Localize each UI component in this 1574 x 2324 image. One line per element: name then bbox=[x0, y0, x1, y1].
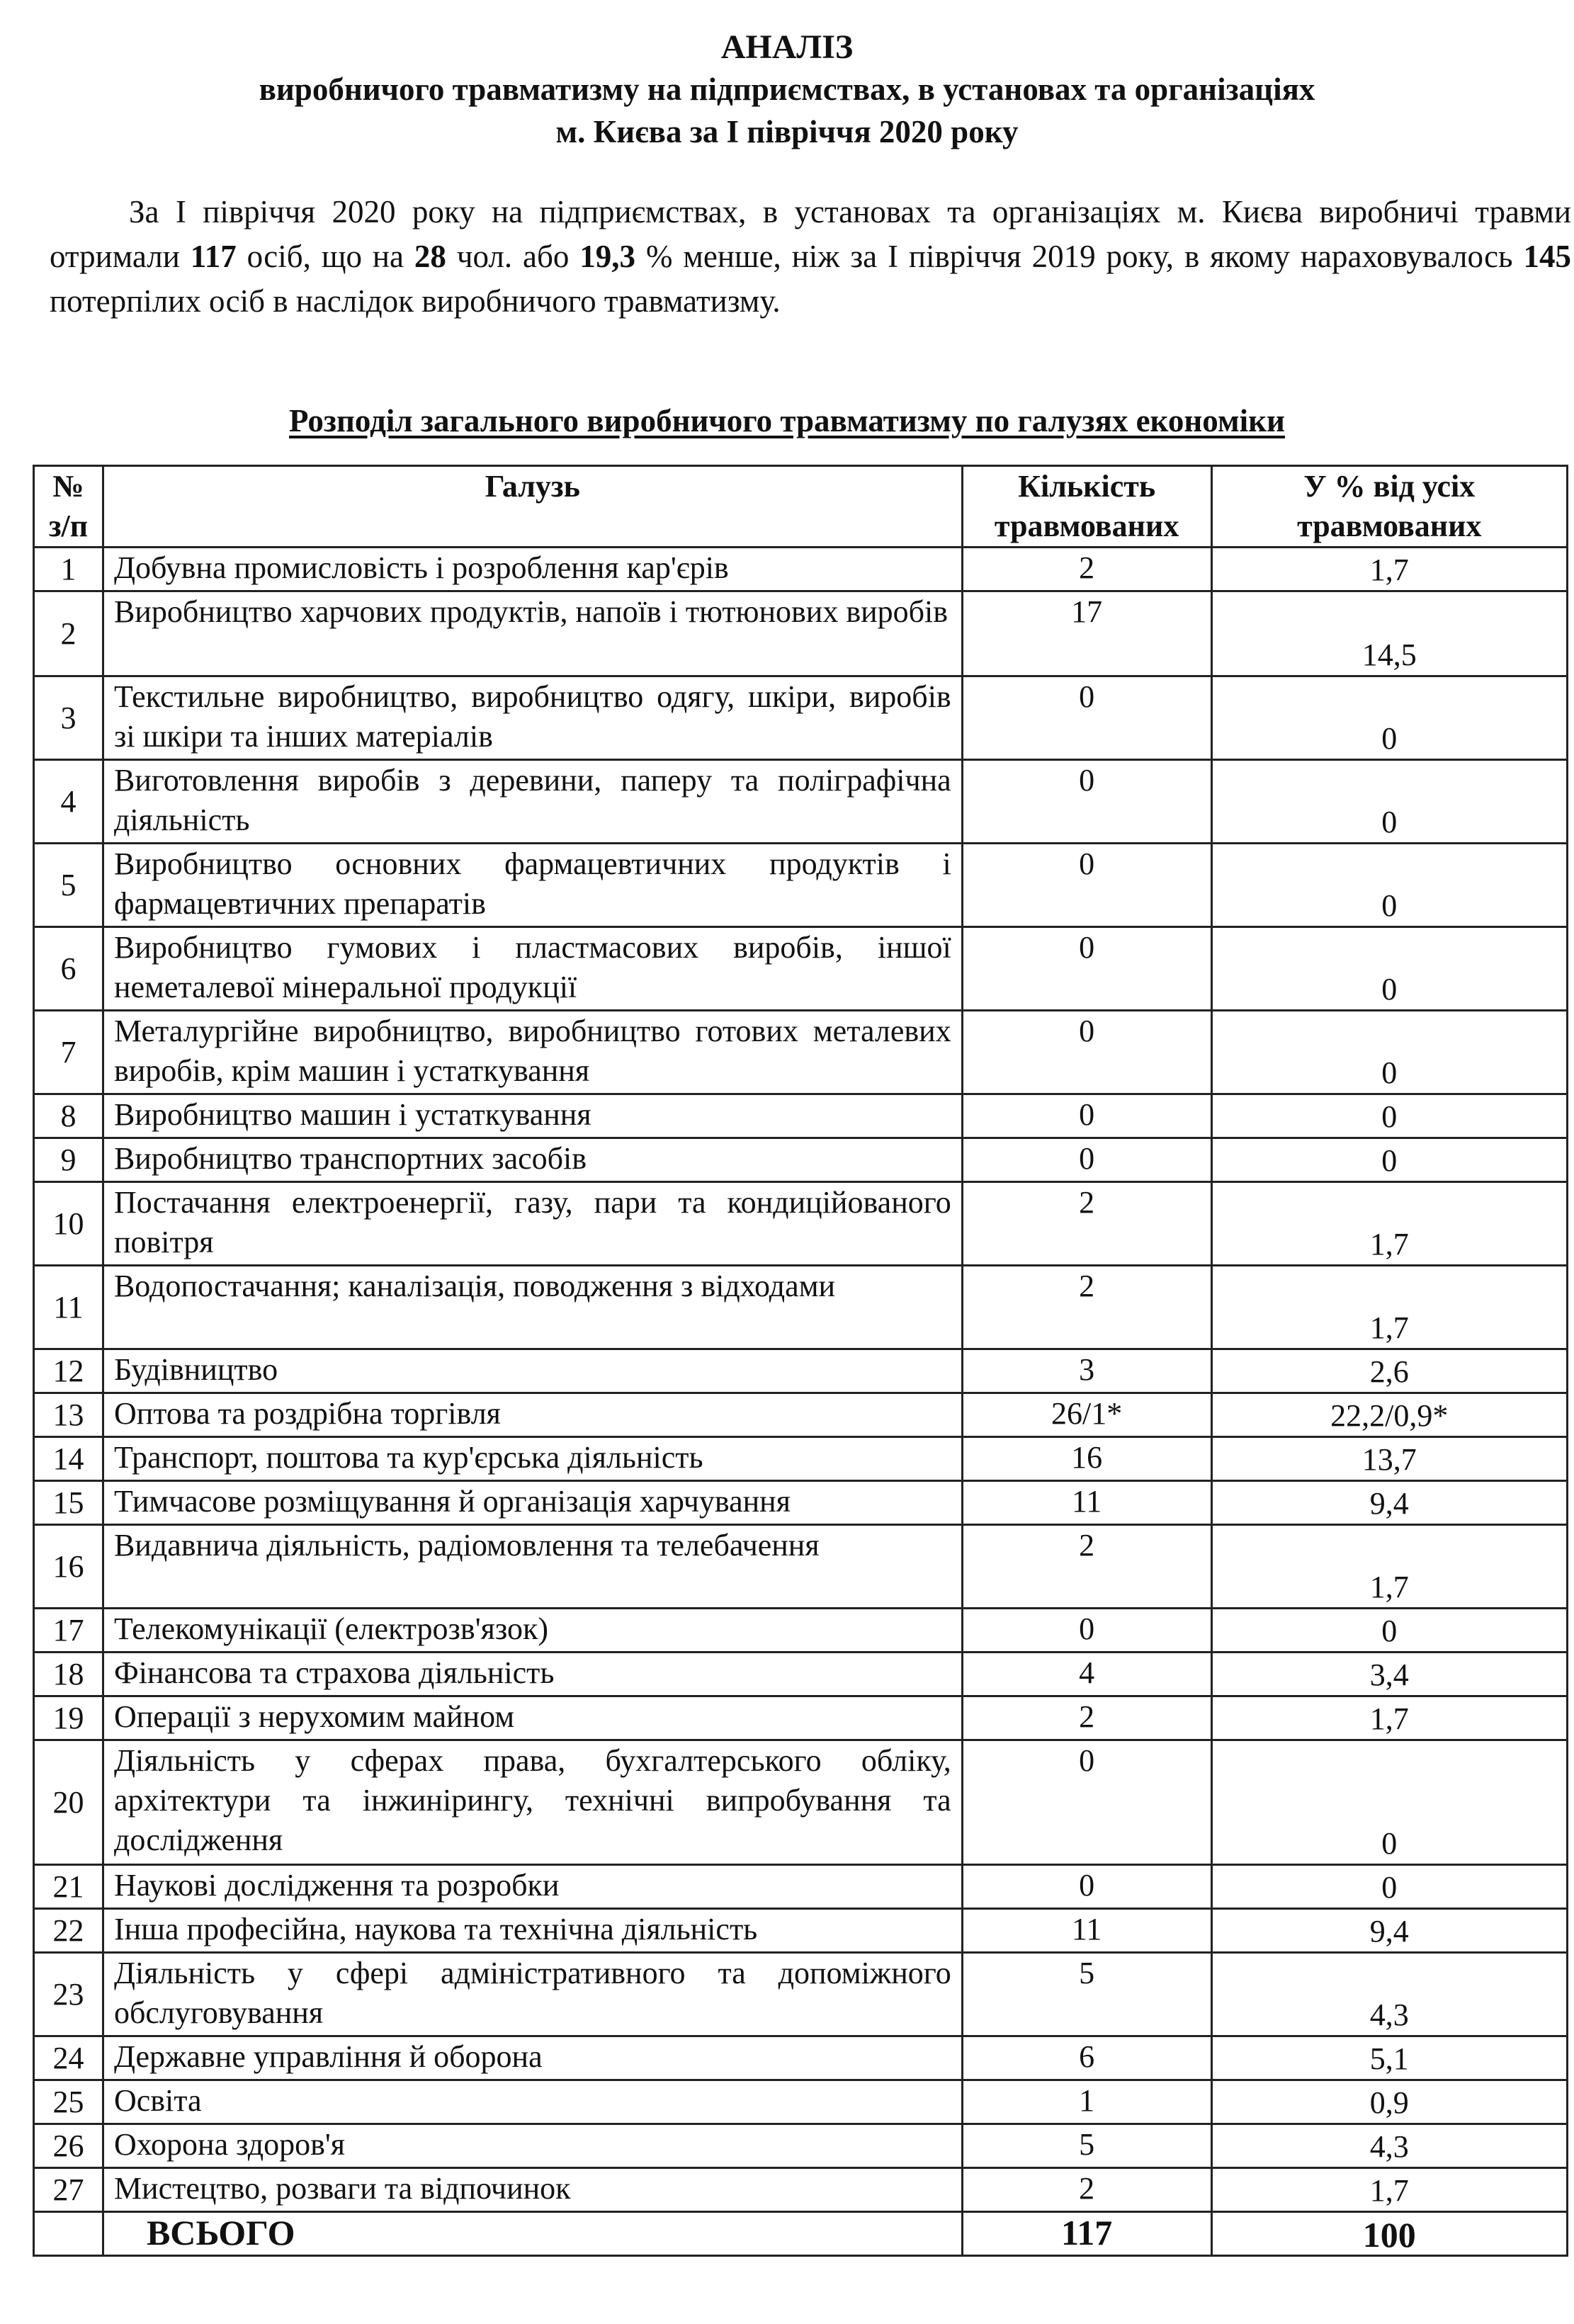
row-number: 27 bbox=[34, 2168, 103, 2212]
row-number: 15 bbox=[34, 1481, 103, 1525]
injured-count: 0 bbox=[962, 1865, 1211, 1909]
intro-text-2: осіб, що на bbox=[236, 239, 414, 274]
injured-percent: 0 bbox=[1211, 1740, 1567, 1865]
table-row bbox=[34, 1182, 1568, 1266]
table-row bbox=[34, 2124, 1568, 2168]
document-title: АНАЛІЗ bbox=[720, 28, 854, 66]
injured-count: 0 bbox=[962, 1740, 1211, 1865]
industry-name: Виготовлення виробів з деревини, паперу та поліграфічна діяльність bbox=[103, 760, 962, 844]
industry-name: Освіта bbox=[103, 2080, 962, 2124]
diff-percent-value: 19,3 bbox=[579, 239, 636, 274]
table-row bbox=[34, 548, 1568, 591]
row-number: 14 bbox=[34, 1437, 103, 1481]
row-number: 3 bbox=[34, 676, 103, 760]
injured-percent: 1,7 bbox=[1211, 1696, 1567, 1740]
injured-count: 4 bbox=[962, 1653, 1211, 1696]
injured-percent: 0 bbox=[1211, 760, 1567, 844]
table-total-row bbox=[34, 2212, 1568, 2256]
header-industry: Галузь bbox=[103, 466, 962, 548]
table-row bbox=[34, 1909, 1568, 1953]
intro-text-5: потерпілих осіб в наслідок виробничого травматизму. bbox=[50, 283, 781, 319]
injured-percent: 0 bbox=[1211, 676, 1567, 760]
table-body bbox=[34, 548, 1568, 2212]
injured-count: 1 bbox=[962, 2080, 1211, 2124]
injured-count: 0 bbox=[962, 760, 1211, 844]
intro-text-1: За І півріччя 2020 року на підприємствах, в установах та організаціях м. Києва виробничі травми отримали bbox=[50, 194, 1571, 274]
injured-percent: 2,6 bbox=[1211, 1349, 1567, 1393]
injured-count: 0 bbox=[962, 1138, 1211, 1182]
injured-percent: 5,1 bbox=[1211, 2036, 1567, 2080]
industry-name: Охорона здоров'я bbox=[103, 2124, 962, 2168]
injured-percent: 1,7 bbox=[1211, 1182, 1567, 1266]
row-number: 11 bbox=[34, 1266, 103, 1349]
table-row bbox=[34, 1138, 1568, 1182]
injured-percent: 4,3 bbox=[1211, 2124, 1567, 2168]
table-row bbox=[34, 2080, 1568, 2124]
industry-name: Виробництво машин і устаткування bbox=[103, 1094, 962, 1138]
industry-name: Текстильне виробництво, виробництво одягу, шкіри, виробів зі шкіри та інших матеріалів bbox=[103, 676, 962, 760]
injured-percent: 14,5 bbox=[1211, 591, 1567, 676]
row-number: 1 bbox=[34, 548, 103, 591]
injured-count: 0 bbox=[962, 844, 1211, 927]
industry-name: Інша професійна, наукова та технічна діяльність bbox=[103, 1909, 962, 1953]
industry-name: Будівництво bbox=[103, 1349, 962, 1393]
injured-percent: 9,4 bbox=[1211, 1481, 1567, 1525]
row-number: 7 bbox=[34, 1011, 103, 1094]
industry-name: Металургійне виробництво, виробництво готових металевих виробів, крім машин і устаткування bbox=[103, 1011, 962, 1094]
row-number: 2 bbox=[34, 591, 103, 676]
table-row bbox=[34, 2168, 1568, 2212]
row-number: 17 bbox=[34, 1609, 103, 1653]
table-row bbox=[34, 1609, 1568, 1653]
row-number: 24 bbox=[34, 2036, 103, 2080]
diff-persons-value: 28 bbox=[414, 239, 446, 274]
injured-percent: 0 bbox=[1211, 1138, 1567, 1182]
injured-percent: 1,7 bbox=[1211, 2168, 1567, 2212]
industry-name: Постачання електроенергії, газу, пари та кондиційованого повітря bbox=[103, 1182, 962, 1266]
industry-name: Виробництво гумових і пластмасових виробів, іншої неметалевої мінеральної продукції bbox=[103, 927, 962, 1011]
injured-percent: 0,9 bbox=[1211, 2080, 1567, 2124]
table-row bbox=[34, 1481, 1568, 1525]
row-number: 16 bbox=[34, 1525, 103, 1609]
injured-percent: 1,7 bbox=[1211, 548, 1567, 591]
industry-name: Мистецтво, розваги та відпочинок bbox=[103, 2168, 962, 2212]
intro-text-4: % менше, ніж за І півріччя 2019 року, в якому нараховувалось bbox=[635, 239, 1524, 274]
table-header-row bbox=[34, 466, 1568, 548]
injured-percent: 0 bbox=[1211, 844, 1567, 927]
table-row bbox=[34, 1349, 1568, 1393]
injured-percent: 0 bbox=[1211, 1609, 1567, 1653]
industry-name: Видавнича діяльність, радіомовлення та телебачення bbox=[103, 1525, 962, 1609]
industry-name: Операції з нерухомим майном bbox=[103, 1696, 962, 1740]
injured-count: 0 bbox=[962, 1011, 1211, 1094]
injuries-by-industry-table bbox=[33, 465, 1568, 2257]
injured-count: 2 bbox=[962, 548, 1211, 591]
industry-name: Тимчасове розміщування й організація харчування bbox=[103, 1481, 962, 1525]
header-num: № з/п bbox=[34, 466, 103, 548]
row-number: 9 bbox=[34, 1138, 103, 1182]
table-row bbox=[34, 676, 1568, 760]
row-number: 12 bbox=[34, 1349, 103, 1393]
injured-percent: 3,4 bbox=[1211, 1653, 1567, 1696]
injured-percent: 22,2/0,9* bbox=[1211, 1393, 1567, 1437]
table-row bbox=[34, 927, 1568, 1011]
table-row bbox=[34, 1525, 1568, 1609]
industry-name: Виробництво основних фармацевтичних продуктів і фармацевтичних препаратів bbox=[103, 844, 962, 927]
industry-name: Фінансова та страхова діяльність bbox=[103, 1653, 962, 1696]
injured-count: 0 bbox=[962, 1609, 1211, 1653]
injured-percent: 9,4 bbox=[1211, 1909, 1567, 1953]
injured-2019-value: 145 bbox=[1523, 239, 1571, 274]
injured-count: 11 bbox=[962, 1909, 1211, 1953]
injured-percent: 13,7 bbox=[1211, 1437, 1567, 1481]
table-row bbox=[34, 1094, 1568, 1138]
injured-count: 0 bbox=[962, 1094, 1211, 1138]
table-row bbox=[34, 1011, 1568, 1094]
injured-count: 2 bbox=[962, 1525, 1211, 1609]
table-row bbox=[34, 1953, 1568, 2036]
injured-percent: 1,7 bbox=[1211, 1525, 1567, 1609]
injured-percent: 0 bbox=[1211, 927, 1567, 1011]
table-row bbox=[34, 591, 1568, 676]
injured-count: 11 bbox=[962, 1481, 1211, 1525]
row-number: 8 bbox=[34, 1094, 103, 1138]
document-header bbox=[0, 27, 1574, 153]
injured-count: 2 bbox=[962, 2168, 1211, 2212]
section-title: Розподіл загального виробничого травматизму по галузях економіки bbox=[289, 403, 1285, 438]
table-row bbox=[34, 1393, 1568, 1437]
injured-count: 0 bbox=[962, 676, 1211, 760]
document-subtitle-line2: м. Києва за І півріччя 2020 року bbox=[555, 114, 1019, 149]
row-number: 26 bbox=[34, 2124, 103, 2168]
injured-count: 2 bbox=[962, 1182, 1211, 1266]
injured-count: 3 bbox=[962, 1349, 1211, 1393]
injured-percent: 0 bbox=[1211, 1011, 1567, 1094]
total-label: ВСЬОГО bbox=[103, 2212, 962, 2256]
row-number: 10 bbox=[34, 1182, 103, 1266]
injured-percent: 1,7 bbox=[1211, 1266, 1567, 1349]
injured-count: 2 bbox=[962, 1696, 1211, 1740]
table-row bbox=[34, 1740, 1568, 1865]
injured-percent: 4,3 bbox=[1211, 1953, 1567, 2036]
total-num-cell bbox=[34, 2212, 103, 2256]
injured-count: 26/1* bbox=[962, 1393, 1211, 1437]
injured-count: 6 bbox=[962, 2036, 1211, 2080]
table-row bbox=[34, 760, 1568, 844]
industry-name: Діяльність у сфері адміністративного та допоміжного обслуговування bbox=[103, 1953, 962, 2036]
table-row bbox=[34, 844, 1568, 927]
row-number: 6 bbox=[34, 927, 103, 1011]
industry-name: Оптова та роздрібна торгівля bbox=[103, 1393, 962, 1437]
table-row bbox=[34, 1266, 1568, 1349]
injured-count: 5 bbox=[962, 2124, 1211, 2168]
injured-2020-value: 117 bbox=[190, 239, 237, 274]
document-subtitle-line1: виробничого травматизму на підприємствах, в установах та організаціях bbox=[259, 72, 1315, 107]
row-number: 20 bbox=[34, 1740, 103, 1865]
row-number: 13 bbox=[34, 1393, 103, 1437]
table-row bbox=[34, 1696, 1568, 1740]
table-row bbox=[34, 1865, 1568, 1909]
injured-count: 2 bbox=[962, 1266, 1211, 1349]
row-number: 19 bbox=[34, 1696, 103, 1740]
industry-name: Водопостачання; каналізація, поводження з відходами bbox=[103, 1266, 962, 1349]
row-number: 18 bbox=[34, 1653, 103, 1696]
total-count: 117 bbox=[962, 2212, 1211, 2256]
injured-count: 17 bbox=[962, 591, 1211, 676]
row-number: 4 bbox=[34, 760, 103, 844]
industry-name: Виробництво харчових продуктів, напоїв і тютюнових виробів bbox=[103, 591, 962, 676]
industry-name: Транспорт, поштова та кур'єрська діяльність bbox=[103, 1437, 962, 1481]
injured-count: 16 bbox=[962, 1437, 1211, 1481]
injured-percent: 0 bbox=[1211, 1094, 1567, 1138]
intro-paragraph bbox=[50, 190, 1571, 324]
industry-name: Телекомунікації (електрозв'язок) bbox=[103, 1609, 962, 1653]
table-row bbox=[34, 2036, 1568, 2080]
intro-text-3: чол. або bbox=[446, 239, 580, 274]
row-number: 5 bbox=[34, 844, 103, 927]
header-percent: У % від усіх травмованих bbox=[1211, 466, 1567, 548]
header-count: Кількість травмованих bbox=[962, 466, 1211, 548]
industry-name: Державне управління й оборона bbox=[103, 2036, 962, 2080]
injured-percent: 0 bbox=[1211, 1865, 1567, 1909]
table-row bbox=[34, 1653, 1568, 1696]
row-number: 22 bbox=[34, 1909, 103, 1953]
industry-name: Добувна промисловість і розроблення кар'єрів bbox=[103, 548, 962, 591]
row-number: 21 bbox=[34, 1865, 103, 1909]
total-percent: 100 bbox=[1211, 2212, 1567, 2256]
industry-name: Наукові дослідження та розробки bbox=[103, 1865, 962, 1909]
row-number: 25 bbox=[34, 2080, 103, 2124]
industry-name: Виробництво транспортних засобів bbox=[103, 1138, 962, 1182]
row-number: 23 bbox=[34, 1953, 103, 2036]
table-row bbox=[34, 1437, 1568, 1481]
industry-name: Діяльність у сферах права, бухгалтерського обліку, архітектури та інжинірингу, технічні випробування та дослідження bbox=[103, 1740, 962, 1865]
injured-count: 0 bbox=[962, 927, 1211, 1011]
injured-count: 5 bbox=[962, 1953, 1211, 2036]
